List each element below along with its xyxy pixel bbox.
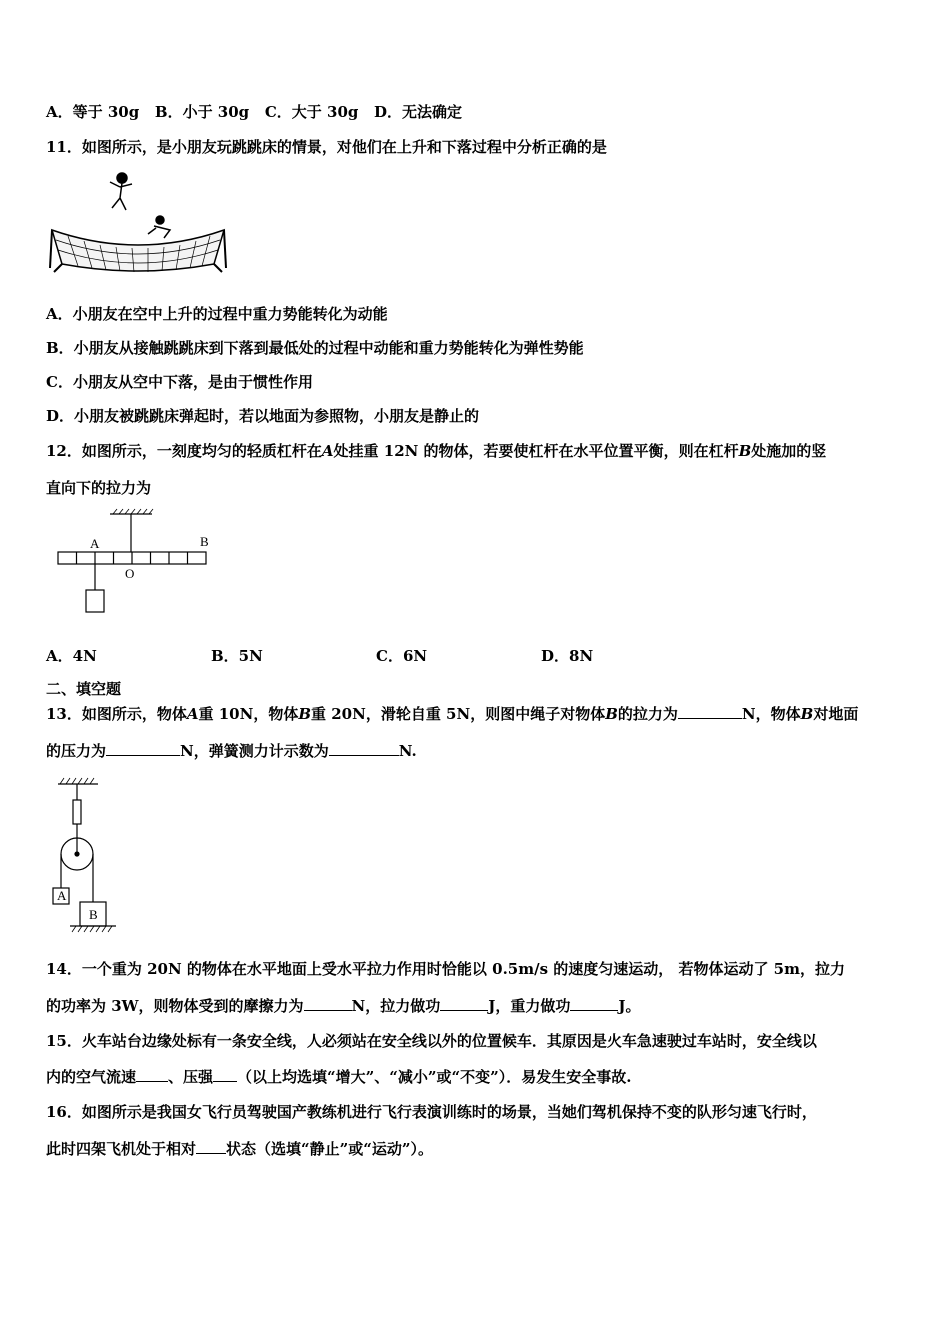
section-title: 二、填空题 bbox=[46, 680, 122, 698]
lever-label-o: O bbox=[125, 566, 135, 581]
answer-blank[interactable] bbox=[570, 996, 618, 1011]
q11-option-b[interactable]: B．小朋友从接触跳跳床到下落到最低处的过程中动能和重力势能转化为弹性势能 bbox=[46, 339, 584, 357]
q16-text: 状态（选填“静止”或“运动”）。 bbox=[226, 1140, 434, 1158]
q11-stem: 11．如图所示，是小朋友玩跳跳床的情景，对他们在上升和下落过程中分析正确的是 bbox=[46, 138, 607, 156]
q15-text: 、压强 bbox=[168, 1068, 214, 1086]
q15-line2 bbox=[46, 1067, 632, 1087]
q12-options bbox=[46, 646, 593, 666]
q12-stem-line1 bbox=[46, 441, 826, 461]
q13-object-b: B bbox=[605, 705, 618, 723]
q12-option-b[interactable]: B．5N bbox=[211, 647, 263, 665]
answer-blank[interactable] bbox=[304, 996, 352, 1011]
answer-blank[interactable] bbox=[196, 1139, 226, 1154]
q13-line1 bbox=[46, 704, 858, 724]
q12-option-d[interactable]: D．8N bbox=[541, 647, 594, 665]
q10-option-d[interactable]: D．无法确定 bbox=[374, 103, 463, 121]
pulley-label-b: B bbox=[89, 907, 98, 922]
q13-text: 重 10N，物体 bbox=[198, 705, 299, 723]
q14-text: N，拉力做功 bbox=[351, 997, 441, 1015]
q16-text: 此时四架飞机处于相对 bbox=[46, 1140, 197, 1158]
q16-line2 bbox=[46, 1139, 433, 1159]
q13-text: 13．如图所示，物体 bbox=[46, 705, 187, 723]
child-on-net-icon bbox=[148, 216, 170, 238]
trampoline-figure bbox=[48, 168, 228, 276]
q15-text: （以上均选填“增大”、“减小”或“不变”）．易发生安全事故. bbox=[237, 1068, 632, 1086]
answer-blank[interactable] bbox=[213, 1067, 237, 1082]
q10-options bbox=[46, 102, 462, 122]
q15-line1: 15．火车站台边缘处标有一条安全线，人必须站在安全线以外的位置候车．其原因是火车急速驶过车站时，安全线以 bbox=[46, 1032, 817, 1050]
q14-text: J。 bbox=[618, 997, 641, 1015]
q12-stem-part: 处施加的竖 bbox=[751, 442, 827, 460]
q12-stem-part: 12．如图所示，一刻度均匀的轻质杠杆在 bbox=[46, 442, 322, 460]
lever-figure bbox=[50, 508, 220, 618]
pulley-figure bbox=[44, 774, 124, 944]
answer-blank[interactable] bbox=[329, 741, 399, 756]
q14-text: 的功率为 3W，则物体受到的摩擦力为 bbox=[46, 997, 304, 1015]
q12-point-a: A bbox=[321, 442, 334, 460]
q10-option-c[interactable]: C．大于 30g bbox=[264, 103, 359, 121]
q10-option-b[interactable]: B．小于 30g bbox=[154, 103, 250, 121]
lever-label-a: A bbox=[90, 536, 100, 551]
answer-blank[interactable] bbox=[136, 1067, 168, 1082]
pulley-label-a: A bbox=[57, 888, 67, 903]
q12-stem-part: 处挂重 12N 的物体，若要使杠杆在水平位置平衡，则在杠杆 bbox=[333, 442, 739, 460]
jumping-child-icon bbox=[110, 173, 132, 210]
q14-line1: 14．一个重为 20N 的物体在水平地面上受水平拉力作用时恰能以 0.5m/s 的速度匀速运动， 若物体运动了 5m，拉力 bbox=[46, 960, 845, 978]
q13-object-b: B bbox=[298, 705, 312, 723]
q12-option-c[interactable]: C．6N bbox=[376, 647, 428, 665]
answer-blank[interactable] bbox=[440, 996, 488, 1011]
q14-text: J，重力做功 bbox=[488, 997, 571, 1015]
q11-option-c[interactable]: C．小朋友从空中下落，是由于惯性作用 bbox=[46, 373, 313, 391]
q13-text: 对地面 bbox=[813, 705, 859, 723]
lever-label-b: B bbox=[200, 534, 209, 549]
q11-option-d[interactable]: D．小朋友被跳跳床弹起时，若以地面为参照物，小朋友是静止的 bbox=[46, 407, 480, 425]
q14-line2 bbox=[46, 996, 640, 1016]
q13-text: N，物体 bbox=[741, 705, 801, 723]
q13-text: 的压力为 bbox=[46, 742, 107, 760]
q12-option-a[interactable]: A．4N bbox=[46, 647, 97, 665]
q13-object-b: B bbox=[800, 705, 814, 723]
q13-object-a: A bbox=[186, 705, 199, 723]
q12-point-b: B bbox=[738, 442, 752, 460]
q13-text: 重 20N，滑轮自重 5N，则图中绳子对物体 bbox=[311, 705, 606, 723]
q13-text: N. bbox=[398, 742, 417, 760]
answer-blank[interactable] bbox=[678, 704, 742, 719]
q15-text: 内的空气流速 bbox=[46, 1068, 137, 1086]
q12-stem-line2: 直向下的拉力为 bbox=[46, 479, 152, 497]
q13-text: 的拉力为 bbox=[617, 705, 678, 723]
q13-line2 bbox=[46, 741, 417, 761]
q10-option-a[interactable]: A．等于 30g bbox=[46, 103, 140, 121]
q11-option-a[interactable]: A．小朋友在空中上升的过程中重力势能转化为动能 bbox=[46, 305, 388, 323]
q16-line1: 16．如图所示是我国女飞行员驾驶国产教练机进行飞行表演训练时的场景，当她们驾机保持不变的队形匀速飞行时， bbox=[46, 1103, 817, 1121]
q13-text: N，弹簧测力计示数为 bbox=[180, 742, 329, 760]
answer-blank[interactable] bbox=[106, 741, 180, 756]
